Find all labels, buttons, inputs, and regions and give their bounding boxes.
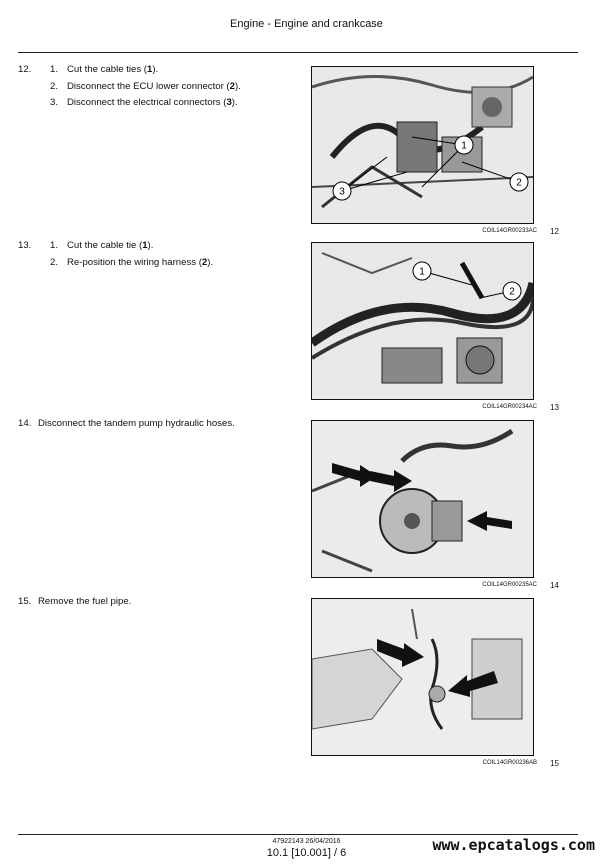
footer-rule bbox=[18, 834, 578, 835]
watermark: www.epcatalogs.com bbox=[432, 836, 595, 854]
step-15 bbox=[18, 594, 131, 611]
svg-text:1: 1 bbox=[419, 266, 425, 278]
svg-text:3: 3 bbox=[339, 186, 345, 198]
callout-3 bbox=[333, 182, 351, 200]
step-14 bbox=[18, 416, 235, 433]
footer-page-number: 10.1 [10.001] / 6 bbox=[266, 847, 347, 859]
svg-text:2: 2 bbox=[509, 286, 515, 298]
callout-1 bbox=[455, 136, 473, 154]
step-13 bbox=[18, 238, 213, 271]
step-number: 15. bbox=[18, 596, 32, 607]
svg-text:2: 2 bbox=[516, 177, 522, 189]
figure-code: COIL14GR00233AC bbox=[482, 228, 537, 234]
substep-number: 2. bbox=[49, 256, 58, 268]
figure-number: 12 bbox=[550, 227, 559, 236]
substep-text: Re-position the wiring harness (2). bbox=[67, 256, 214, 268]
substep-text: Disconnect the electrical connectors (3). bbox=[67, 97, 238, 108]
footer-doc-id: 47922143 26/04/2016 bbox=[272, 838, 341, 845]
callout-2 bbox=[503, 282, 521, 300]
step-12 bbox=[18, 62, 241, 112]
header-rule bbox=[18, 52, 578, 53]
page-header: Engine - Engine and crankcase bbox=[230, 18, 383, 30]
figure-code: COIL14GR00234AC bbox=[482, 404, 537, 410]
figure-number: 15 bbox=[550, 759, 559, 768]
figure-code: COIL14GR00236AB bbox=[482, 760, 537, 766]
figure-number: 14 bbox=[550, 581, 559, 590]
substep-text: Cut the cable ties (1). bbox=[67, 64, 159, 75]
substep-number: 3. bbox=[49, 97, 58, 108]
step-text: Disconnect the tandem pump hydraulic hoses. bbox=[38, 418, 235, 429]
substep-number: 1. bbox=[49, 240, 58, 251]
callout-1 bbox=[413, 262, 431, 280]
step-number: 14. bbox=[18, 418, 32, 429]
figure-number: 13 bbox=[550, 403, 559, 412]
substep-text: Disconnect the ECU lower connector (2). bbox=[67, 80, 241, 92]
substep-number: 2. bbox=[49, 80, 58, 92]
step-number: 12. bbox=[18, 64, 32, 75]
substep-text: Cut the cable tie (1). bbox=[67, 240, 154, 251]
step-number: 13. bbox=[18, 240, 32, 251]
svg-text:1: 1 bbox=[461, 140, 467, 152]
figure-15-image bbox=[311, 598, 534, 756]
figure-code: COIL14GR00235AC bbox=[482, 582, 537, 588]
callout-2 bbox=[510, 173, 528, 191]
figure-13-image bbox=[311, 242, 534, 400]
figure-12-image bbox=[311, 66, 534, 224]
step-text: Remove the fuel pipe. bbox=[38, 596, 132, 607]
substep-number: 1. bbox=[49, 64, 58, 75]
figure-14-image bbox=[311, 420, 534, 578]
